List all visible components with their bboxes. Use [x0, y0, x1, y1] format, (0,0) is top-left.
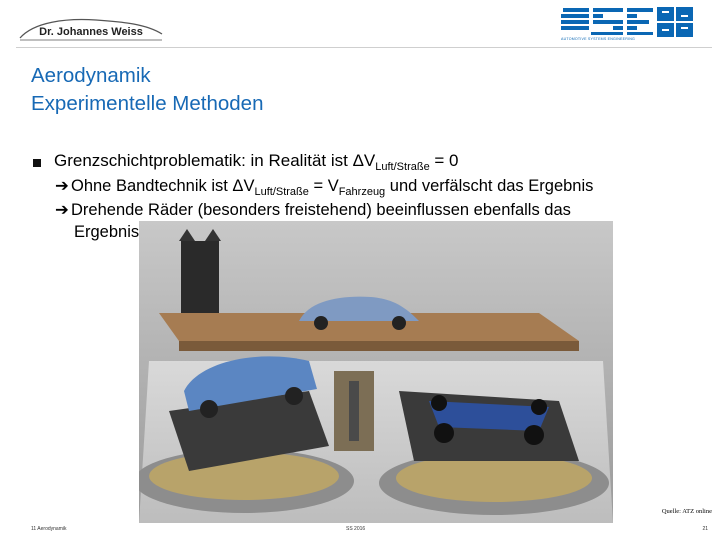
arrow-point-raeder: [55, 199, 571, 221]
title-line-2: Experimentelle Methoden: [31, 92, 264, 115]
arrow3-continuation: Ergebnis: [74, 223, 140, 241]
arrow-right-icon: ➔: [55, 177, 69, 195]
footer-page-number: 21: [702, 526, 708, 532]
arrow2-suffix: und verfälscht das Ergebnis: [385, 177, 594, 195]
bullet1-subscript: Luft/Straße: [375, 161, 430, 173]
ase-logo: [561, 6, 711, 42]
footer-chapter: 11 Aerodynamik: [31, 526, 67, 532]
bullet1-suffix: = 0: [429, 151, 459, 170]
title-line-1: Aerodynamik: [31, 64, 151, 87]
johannes-weiss-logo: [16, 14, 166, 44]
arrow2-subscript-1: Luft/Straße: [254, 186, 309, 198]
arrow-right-icon: ➔: [55, 201, 69, 219]
bullet-square-icon: [33, 159, 41, 167]
ase-logo-subtitle: AUTOMOTIVE SYSTEMS ENGINEERING: [561, 37, 636, 41]
arrow3-text: Drehende Räder (besonders freistehend) beeinflussen ebenfalls das: [71, 201, 571, 219]
arrow2-mid: = V: [308, 177, 339, 195]
wind-tunnel-illustration: [139, 221, 613, 523]
arrow2-prefix: Ohne Bandtechnik ist ΔV: [71, 177, 255, 195]
logo-left-text: Dr. Johannes Weiss: [39, 26, 143, 38]
header-divider: [16, 47, 712, 48]
bullet-grenzschicht: [54, 150, 459, 178]
arrow2-subscript-2: Fahrzeug: [338, 186, 386, 198]
slide-title: [31, 62, 263, 118]
footer-semester: SS 2016: [346, 526, 366, 532]
image-credit: Quelle: ATZ online: [661, 508, 712, 515]
bullet1-prefix: Grenzschichtproblematik: in Realität ist ΔV: [54, 151, 376, 170]
